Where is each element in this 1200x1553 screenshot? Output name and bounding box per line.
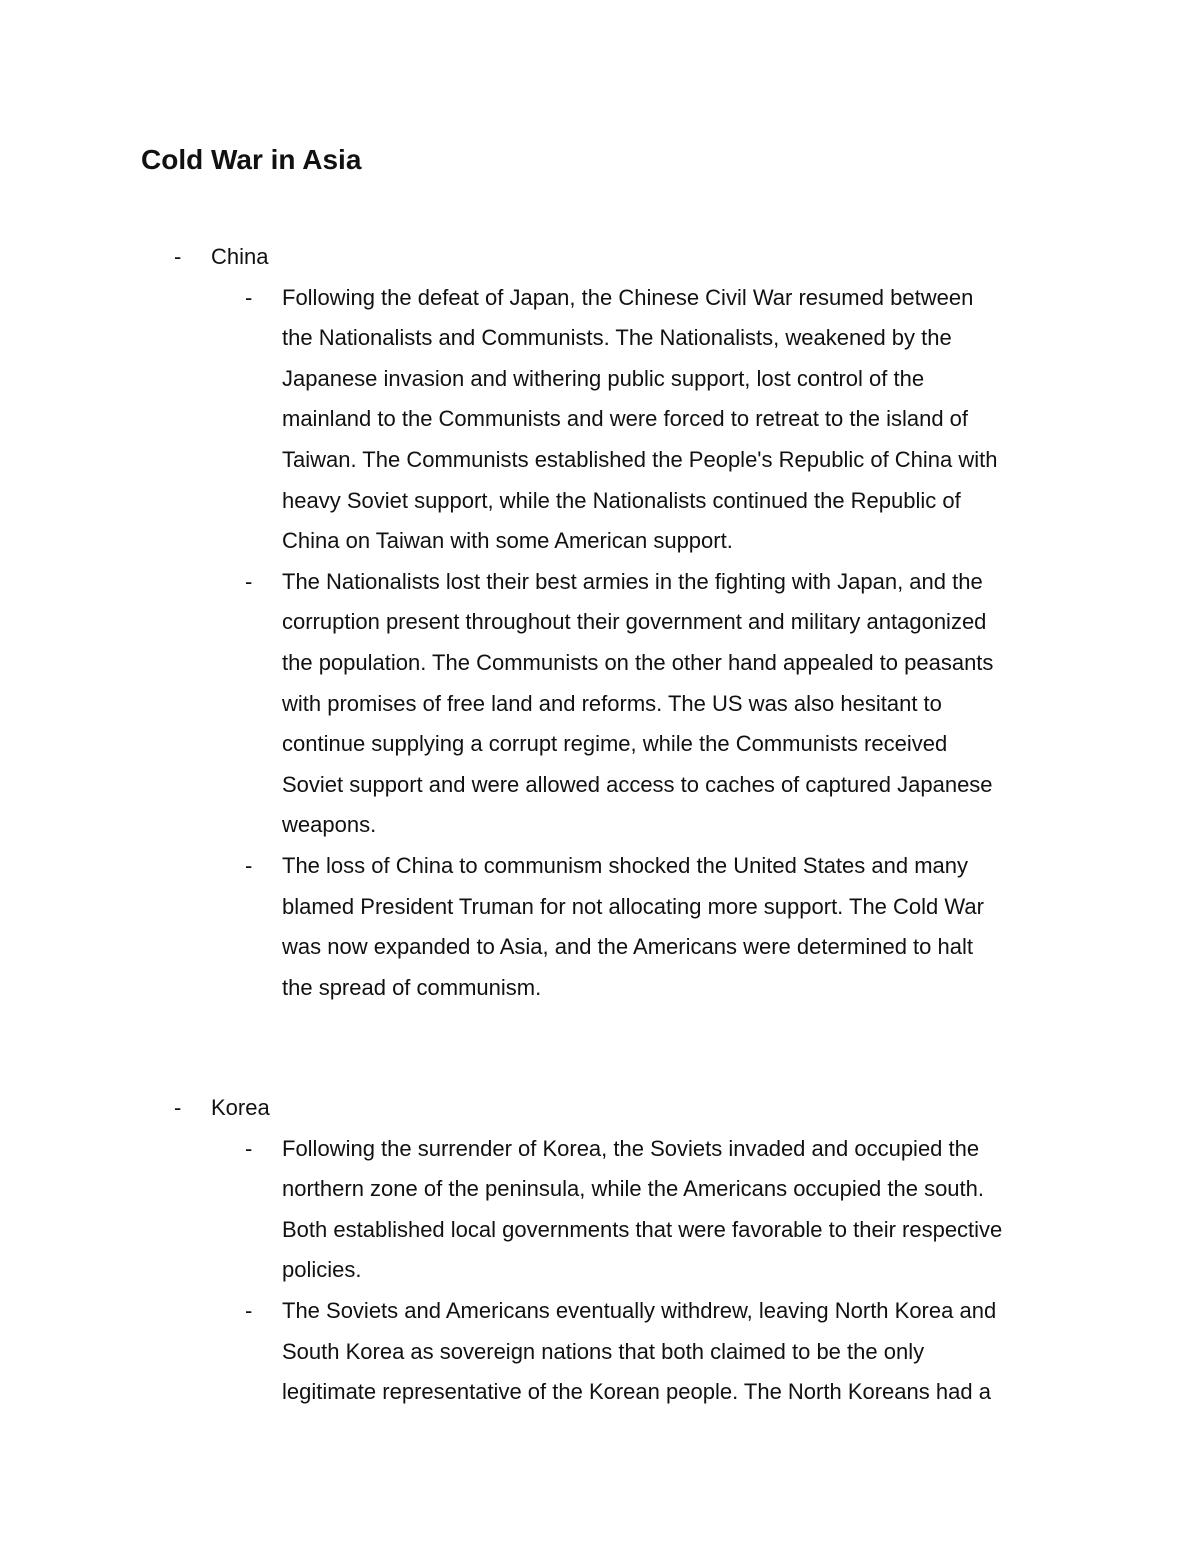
dash-bullet-icon: - xyxy=(245,1297,253,1323)
bullet-paragraph xyxy=(282,1129,1062,1291)
text-line: heavy Soviet support, while the Nationalists continued the Republic of xyxy=(282,487,961,513)
section-korea xyxy=(0,1088,1200,1413)
text-line: South Korea as sovereign nations that both claimed to be the only xyxy=(282,1338,925,1364)
text-line: The Nationalists lost their best armies in the fighting with Japan, and the xyxy=(282,568,983,594)
dash-bullet-icon: - xyxy=(174,1095,182,1120)
list-item xyxy=(0,1291,1200,1413)
text-line: policies. xyxy=(282,1257,362,1283)
text-line: the spread of communism. xyxy=(282,974,542,1000)
text-line: blamed President Truman for not allocating more support. The Cold War xyxy=(282,893,984,919)
text-line: weapons. xyxy=(282,812,377,838)
text-line: Both established local governments that were favorable to their respective xyxy=(282,1216,1003,1242)
text-line: was now expanded to Asia, and the Americans were determined to halt xyxy=(282,934,973,960)
text-line: mainland to the Communists and were forced to retreat to the island of xyxy=(282,406,969,432)
dash-bullet-icon: - xyxy=(245,1135,253,1161)
list-item xyxy=(0,562,1200,846)
text-line: Following the surrender of Korea, the Soviets invaded and occupied the xyxy=(282,1135,980,1161)
list-item xyxy=(0,278,1200,562)
text-line: corruption present throughout their government and military antagonized xyxy=(282,609,987,635)
text-line: northern zone of the peninsula, while the Americans occupied the south. xyxy=(282,1176,985,1202)
text-line: China on Taiwan with some American support. xyxy=(282,528,733,554)
text-line: Japanese invasion and withering public support, lost control of the xyxy=(282,365,925,391)
text-line: Soviet support and were allowed access to caches of captured Japanese xyxy=(282,771,993,797)
bullet-paragraph xyxy=(282,1291,1062,1413)
bullet-paragraph xyxy=(282,278,1062,562)
dash-bullet-icon: - xyxy=(245,568,253,594)
document-title: Cold War in Asia xyxy=(141,144,362,175)
text-line: continue supplying a corrupt regime, while the Communists received xyxy=(282,731,948,757)
text-line: Following the defeat of Japan, the Chinese Civil War resumed between xyxy=(282,284,974,310)
text-line: the population. The Communists on the other hand appealed to peasants xyxy=(282,649,994,675)
text-line: the Nationalists and Communists. The Nationalists, weakened by the xyxy=(282,325,952,351)
text-line: Taiwan. The Communists established the People's Republic of China with xyxy=(282,446,998,472)
topic-heading-china xyxy=(0,237,1200,278)
dash-bullet-icon: - xyxy=(245,852,253,878)
topic-label: Korea xyxy=(211,1095,270,1120)
section-china xyxy=(0,237,1200,1008)
dash-bullet-icon: - xyxy=(174,244,182,269)
text-line: The loss of China to communism shocked the United States and many xyxy=(282,852,969,878)
text-line: The Soviets and Americans eventually withdrew, leaving North Korea and xyxy=(282,1297,997,1323)
topic-label: China xyxy=(211,244,269,269)
bullet-paragraph xyxy=(282,846,1062,1008)
list-item xyxy=(0,1129,1200,1291)
text-line: with promises of free land and reforms. The US was also hesitant to xyxy=(282,690,942,716)
list-item xyxy=(0,846,1200,1008)
topic-heading-korea xyxy=(0,1088,1200,1129)
text-line: legitimate representative of the Korean people. The North Koreans had a xyxy=(282,1379,991,1405)
bullet-paragraph xyxy=(282,562,1062,846)
dash-bullet-icon: - xyxy=(245,284,253,310)
